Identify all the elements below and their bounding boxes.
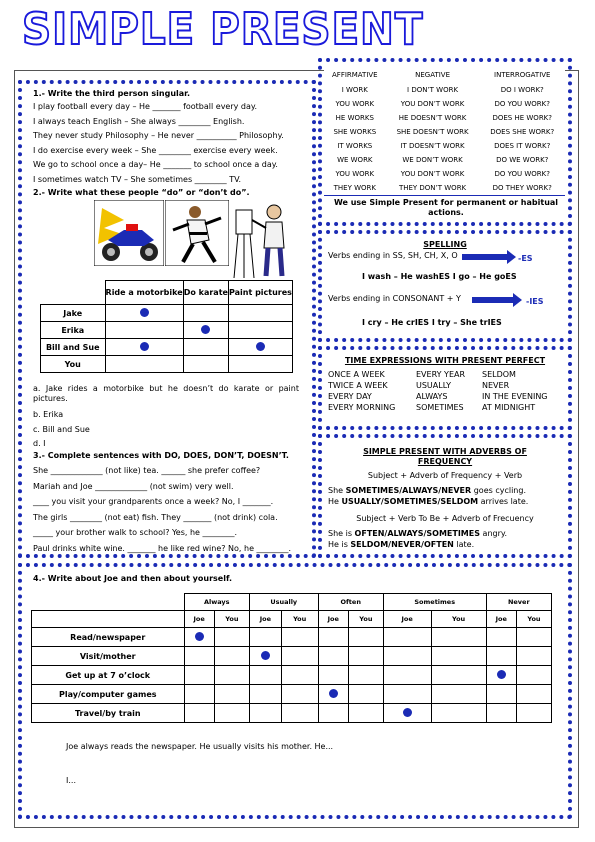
person-header: Joe (249, 611, 281, 628)
ex2-column-header: Ride a motorbike (105, 281, 183, 305)
activity-label: Travel/by train (32, 704, 185, 723)
conjugation-table (324, 66, 565, 195)
time-expression: TWICE A WEEK (328, 381, 388, 390)
conjugation-cell: DOES SHE WORK? (480, 125, 565, 139)
ex1-line: I sometimes watch TV – She sometimes ________ TV. (33, 174, 242, 184)
dot-icon (403, 708, 412, 717)
adverbs-formula1: Subject + Adverb of Frequency + Verb (367, 471, 523, 480)
ex2-row-label: Jake (41, 305, 106, 322)
frequency-cell (516, 647, 551, 666)
frequency-cell (516, 704, 551, 723)
conjugation-header: NEGATIVE (385, 67, 480, 83)
frequency-cell (383, 685, 431, 704)
motorbike-image (94, 200, 164, 266)
frequency-cell (184, 647, 214, 666)
conjugation-cell: YOU WORK (325, 167, 386, 181)
frequency-cell (431, 704, 486, 723)
person-header: You (516, 611, 551, 628)
conjugation-cell: DO THEY WORK? (480, 181, 565, 195)
frequency-cell (348, 628, 383, 647)
conjugation-cell: YOU DON’T WORK (385, 167, 480, 181)
activity-label: Read/newspaper (32, 628, 185, 647)
ex1-line: They never study Philosophy – He never __________ Philosophy. (33, 131, 284, 140)
ex2-column-header: Paint pictures (228, 281, 292, 305)
arrow-icon (472, 297, 514, 303)
conjugation-cell: YOU WORK (325, 97, 386, 111)
ex2-cell (228, 322, 292, 339)
karate-image (165, 200, 229, 266)
time-expression: IN THE EVENING (482, 392, 548, 401)
conjugation-cell: DO WE WORK? (480, 153, 565, 167)
person-header: Joe (383, 611, 431, 628)
adverbs-heading1: SIMPLE PRESENT WITH ADVERBS OF (363, 447, 527, 456)
ex2-cell (105, 339, 183, 356)
ex2-cell (183, 322, 228, 339)
dot-icon (195, 632, 204, 641)
frequency-header: Usually (249, 594, 318, 611)
frequency-cell (249, 647, 281, 666)
frequency-cell (249, 628, 281, 647)
blank-cell (32, 611, 185, 628)
frequency-cell (431, 685, 486, 704)
frequency-cell (431, 647, 486, 666)
conjugation-cell: SHE WORKS (325, 125, 386, 139)
time-expression: ALWAYS (416, 392, 448, 401)
conjugation-header: INTERROGATIVE (480, 67, 565, 83)
conjugation-cell: SHE DOESN’T WORK (385, 125, 480, 139)
frequency-cell (383, 628, 431, 647)
frequency-table (31, 593, 552, 723)
dot-icon (497, 670, 506, 679)
person-header: Joe (486, 611, 516, 628)
frequency-cell (281, 666, 318, 685)
adverbs-example3: She is OFTEN/ALWAYS/SOMETIMES angry. (328, 529, 508, 538)
frequency-cell (486, 704, 516, 723)
ex4-you: I... (66, 776, 76, 785)
person-header: You (281, 611, 318, 628)
spelling-rule1: Verbs ending in SS, SH, CH, X, O (328, 251, 458, 260)
ex1-line: I do exercise every week – She ________ exercise every week. (33, 145, 278, 155)
ex2-row-label: Erika (41, 322, 106, 339)
ex2-cell (183, 356, 228, 373)
time-expression: SOMETIMES (416, 403, 464, 412)
ex2-cell (105, 305, 183, 322)
frequency-cell (214, 704, 249, 723)
ex2-answer: a. Jake rides a motorbike but he doesn’t do karate or paint pictures. (33, 384, 299, 403)
conjugation-cell: THEY DON’T WORK (385, 181, 480, 195)
spelling-example1: I wash – He washES I go – He goES (362, 272, 517, 281)
ex2-cell (183, 339, 228, 356)
ex2-cell (183, 305, 228, 322)
ex1-heading: 1.- Write the third person singular. (33, 89, 191, 98)
ex2-cell (228, 356, 292, 373)
time-expression: AT MIDNIGHT (482, 403, 536, 412)
conjugation-cell: IT DOESN’T WORK (385, 139, 480, 153)
frequency-cell (184, 666, 214, 685)
frequency-cell (516, 666, 551, 685)
ex2-row-label: Bill and Sue (41, 339, 106, 356)
spelling-heading: SPELLING (423, 240, 467, 249)
ex3-heading: 3.- Complete sentences with DO, DOES, DON’T, DOESN’T. (33, 451, 289, 460)
time-expression: EVERY MORNING (328, 403, 396, 412)
frequency-cell (486, 628, 516, 647)
activity-label: Get up at 7 o’clock (32, 666, 185, 685)
ex1-line: I play football every day – He _______ football every day. (33, 102, 258, 111)
frequency-cell (348, 704, 383, 723)
frequency-cell (486, 647, 516, 666)
frequency-cell (486, 685, 516, 704)
time-expression: SELDOM (482, 370, 516, 379)
frequency-cell (214, 685, 249, 704)
conjugation-cell: I WORK (325, 83, 386, 97)
time-expression: EVERY DAY (328, 392, 372, 401)
frequency-cell (348, 647, 383, 666)
frequency-cell (348, 685, 383, 704)
conjugation-cell: DOES HE WORK? (480, 111, 565, 125)
frequency-cell (214, 647, 249, 666)
conjugation-cell: DO I WORK? (480, 83, 565, 97)
conjugation-cell: HE DOESN’T WORK (385, 111, 480, 125)
ex2-cell (105, 356, 183, 373)
frequency-cell (516, 685, 551, 704)
frequency-cell (318, 647, 348, 666)
frequency-cell (431, 628, 486, 647)
adverbs-example1: She SOMETIMES/ALWAYS/NEVER goes cycling. (328, 486, 526, 495)
time-expression: EVERY YEAR (416, 370, 466, 379)
frequency-header: Always (184, 594, 249, 611)
frequency-cell (318, 666, 348, 685)
ex2-answer: b. Erika (33, 410, 64, 419)
ex4-sample: Joe always reads the newspaper. He usually visits his mother. He... (66, 742, 334, 751)
frequency-cell (281, 685, 318, 704)
dot-icon (329, 689, 338, 698)
frequency-cell (516, 628, 551, 647)
spelling-example2: I cry – He crIES I try – She trIES (362, 318, 502, 327)
ex2-row-label: You (41, 356, 106, 373)
ex3-line: The girls ________ (not eat) fish. They _______ (not drink) cola. (33, 512, 278, 522)
conjugation-cell: IT WORKS (325, 139, 386, 153)
spelling-rule2: Verbs ending in CONSONANT + Y (328, 294, 461, 303)
time-heading: TIME EXPRESSIONS WITH PRESENT PERFECT (344, 356, 546, 365)
dot-icon (256, 342, 265, 351)
frequency-cell (318, 628, 348, 647)
dot-icon (201, 325, 210, 334)
ex2-cell (105, 322, 183, 339)
arrow-icon (462, 254, 508, 260)
blank-cell (32, 594, 185, 611)
person-header: You (431, 611, 486, 628)
frequency-header: Never (486, 594, 551, 611)
frequency-header: Sometimes (383, 594, 486, 611)
adverbs-heading2: FREQUENCY (417, 457, 473, 466)
frequency-cell (486, 666, 516, 685)
conjugation-cell: WE DON’T WORK (385, 153, 480, 167)
frequency-cell (214, 666, 249, 685)
frequency-cell (318, 704, 348, 723)
ex2-column-header: Do karate (183, 281, 228, 305)
frequency-cell (383, 704, 431, 723)
conjugation-cell: DO YOU WORK? (480, 97, 565, 111)
activity-label: Play/computer games (32, 685, 185, 704)
frequency-cell (281, 704, 318, 723)
ex3-line: Paul drinks white wine. _______ he like red wine? No, he ________. (33, 543, 292, 553)
ex2-answer: c. Bill and Sue (33, 425, 90, 434)
ex2-answer: d. I (33, 439, 46, 448)
adverbs-example4: He is SELDOM/NEVER/OFTEN late. (328, 540, 475, 549)
conjugation-cell: HE WORKS (325, 111, 386, 125)
frequency-cell (184, 704, 214, 723)
person-header: You (214, 611, 249, 628)
ex4-heading: 4.- Write about Joe and then about yourself. (33, 574, 233, 583)
person-header: You (348, 611, 383, 628)
ex3-line: Mariah and Joe _____________ (not swim) very well. (33, 481, 234, 491)
ex3-line: _____ your brother walk to school? Yes, he ________. (33, 528, 238, 537)
frequency-cell (214, 628, 249, 647)
page-title: SIMPLE PRESENT (22, 4, 424, 55)
ex2-heading: 2.- Write what these people “do” or “don’t do”. (33, 188, 250, 197)
conjugation-cell: WE WORK (325, 153, 386, 167)
frequency-cell (431, 666, 486, 685)
blank-cell (41, 281, 106, 305)
frequency-cell (383, 647, 431, 666)
ex1-line: We go to school once a day– He _______ to school once a day. (33, 160, 278, 169)
conjugation-cell: THEY WORK (325, 181, 386, 195)
conjugation-cell: YOU DON’T WORK (385, 97, 480, 111)
conjugation-header: AFFIRMATIVE (325, 67, 386, 83)
ex3-line: She _____________ (not like) tea. ______ she prefer coffee? (33, 466, 261, 475)
time-expression: ONCE A WEEK (328, 370, 385, 379)
ex1-line: I always teach English – She always ________ English. (33, 116, 245, 126)
conjugation-cell: I DON’T WORK (385, 83, 480, 97)
ex2-cell (228, 339, 292, 356)
conjugation-cell: DO YOU WORK? (480, 167, 565, 181)
ex2-cell (228, 305, 292, 322)
frequency-cell (184, 628, 214, 647)
dot-icon (140, 342, 149, 351)
frequency-cell (184, 685, 214, 704)
frequency-cell (318, 685, 348, 704)
ex2-table (40, 280, 293, 373)
frequency-cell (249, 685, 281, 704)
person-header: Joe (318, 611, 348, 628)
conjugation-cell: DOES IT WORK? (480, 139, 565, 153)
time-expression: USUALLY (416, 381, 451, 390)
frequency-cell (281, 647, 318, 666)
person-header: Joe (184, 611, 214, 628)
dot-icon (261, 651, 270, 660)
frequency-cell (249, 666, 281, 685)
dot-icon (140, 308, 149, 317)
frequency-cell (348, 666, 383, 685)
frequency-cell (383, 666, 431, 685)
painter-image (230, 200, 292, 280)
frequency-header: Often (318, 594, 383, 611)
ex3-line: ____ you visit your grandparents once a week? No, I _______. (33, 497, 274, 506)
activity-label: Visit/mother (32, 647, 185, 666)
frequency-cell (249, 704, 281, 723)
usage-note: We use Simple Present for permanent or habitual actions. (333, 198, 559, 217)
spelling-suffix2: -IES (526, 297, 544, 306)
frequency-cell (281, 628, 318, 647)
time-expression: NEVER (482, 381, 510, 390)
adverbs-formula2: Subject + Verb To Be + Adverb of Frecuency (356, 514, 534, 523)
spelling-suffix1: -ES (518, 254, 533, 263)
adverbs-example2: He USUALLY/SOMETIMES/SELDOM arrives late. (328, 497, 529, 506)
